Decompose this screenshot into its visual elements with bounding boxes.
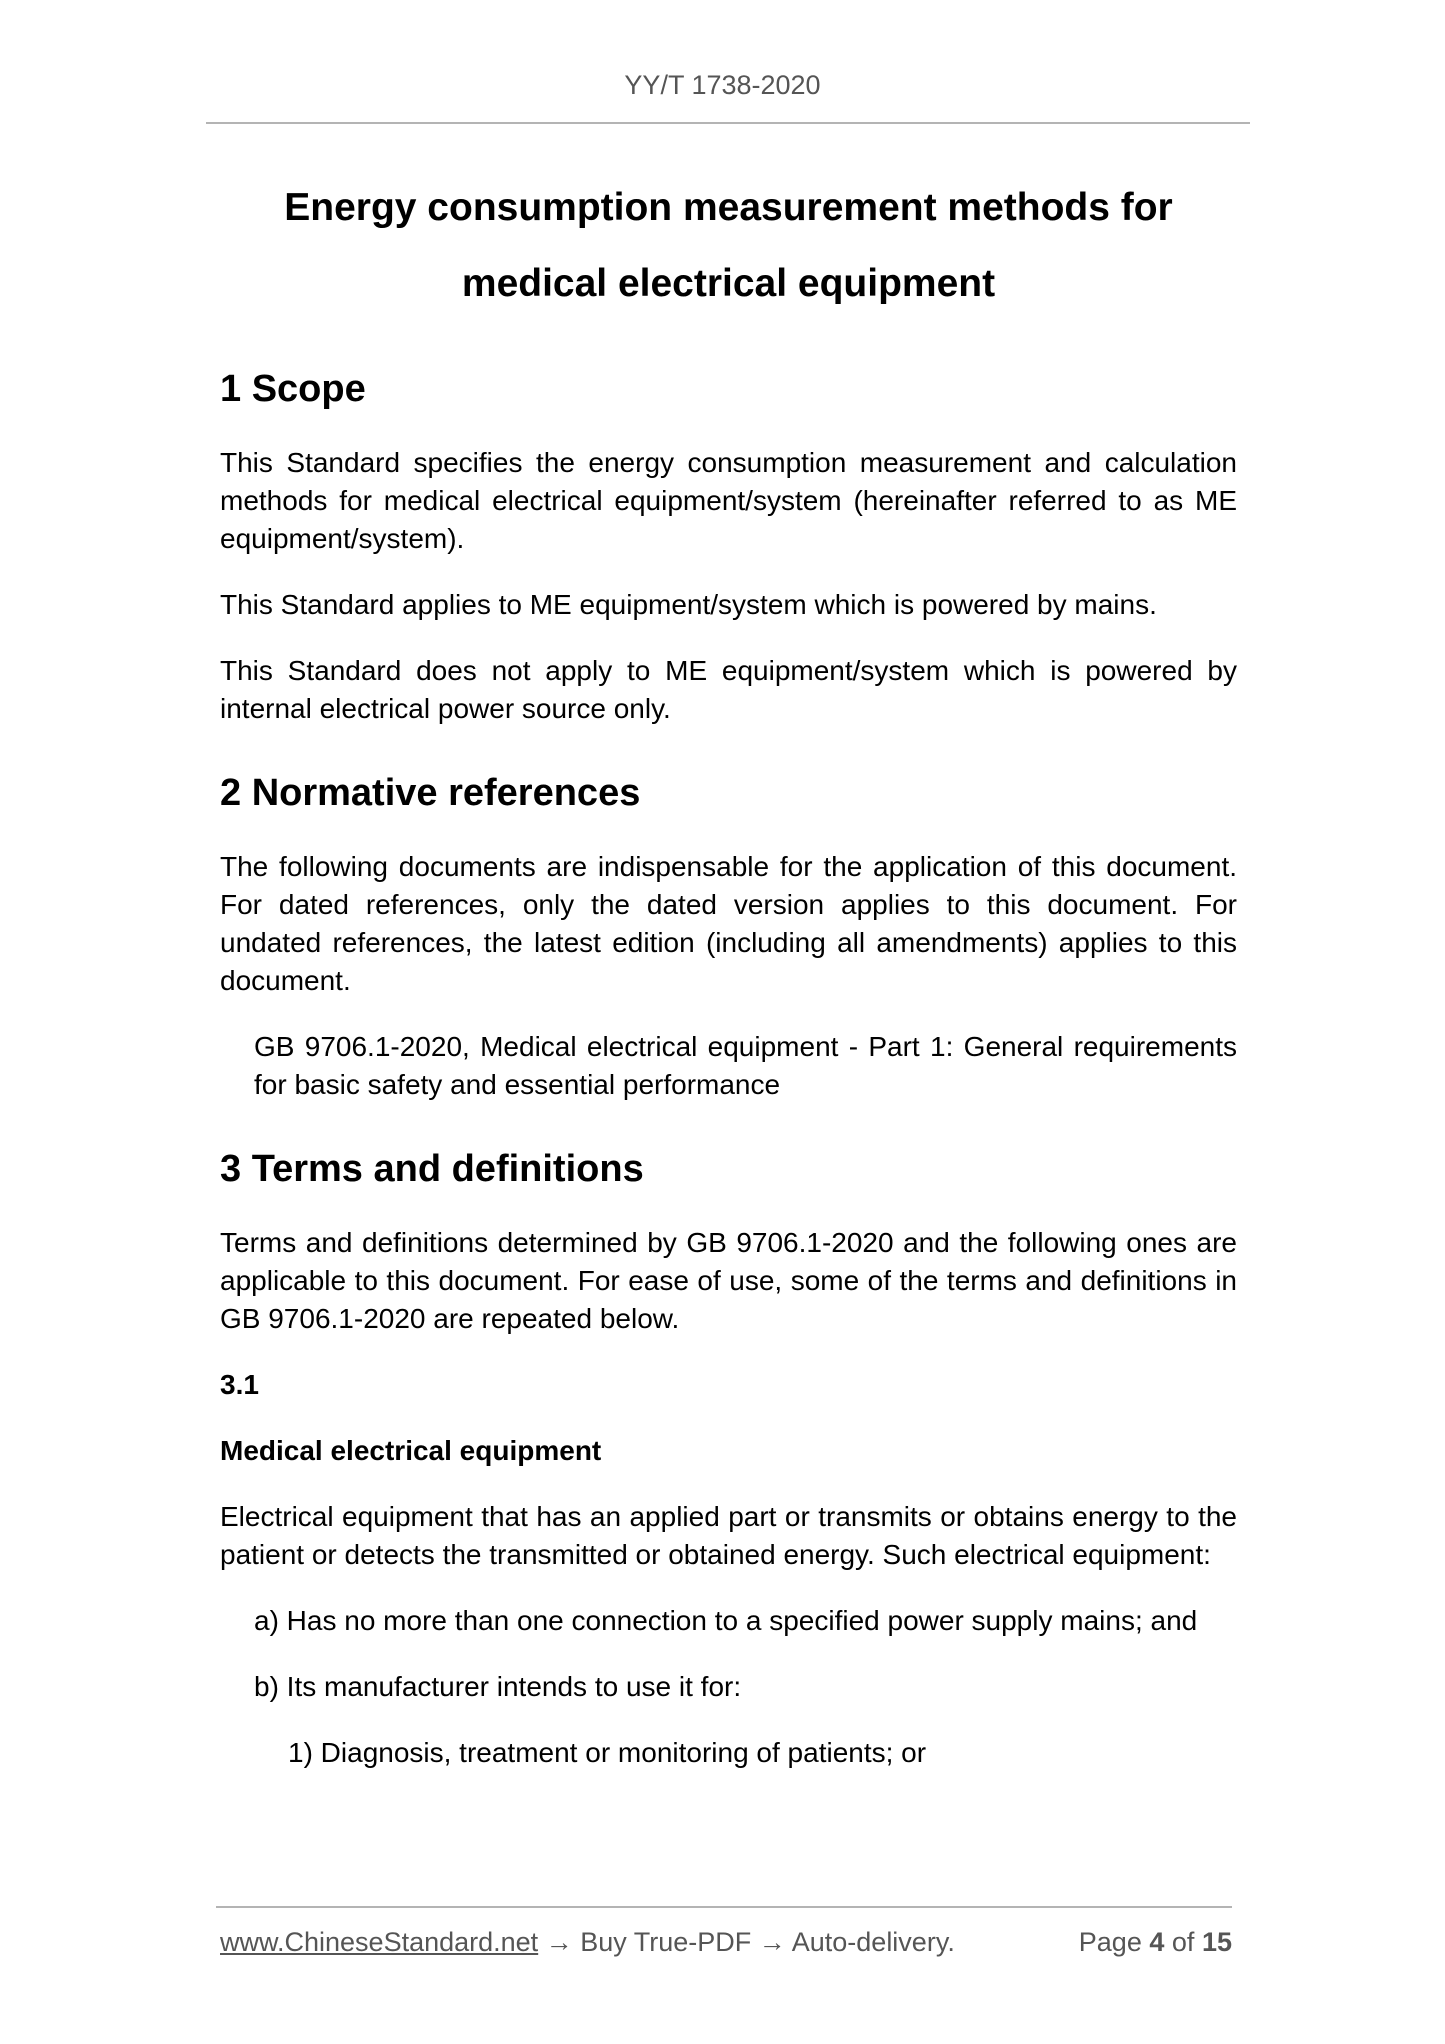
list-item-a: a) Has no more than one connection to a specified power supply mains; and — [254, 1605, 1198, 1636]
normative-reference-item: GB 9706.1-2020, Medical electrical equipment - Part 1: General requirements for basic safety and essential performance — [254, 1031, 1237, 1100]
footer-promo — [220, 1924, 955, 1960]
term-definition: Electrical equipment that has an applied part or transmits or obtains energy to the patient or detects the transmitted or obtained energy. Such electrical equipment: — [220, 1501, 1237, 1570]
page-content — [220, 160, 1237, 1772]
list-item-b1: 1) Diagnosis, treatment or monitoring of patients; or — [288, 1737, 927, 1768]
term-number: 3.1 — [220, 1369, 259, 1400]
scope-paragraph-2: This Standard applies to ME equipment/system which is powered by mains. — [220, 589, 1157, 620]
document-title — [220, 170, 1237, 322]
document-title-line2: medical electrical equipment — [461, 262, 996, 305]
list-item-b: b) Its manufacturer intends to use it for: — [254, 1671, 742, 1702]
section-heading-normative-references: 2 Normative references — [220, 772, 641, 814]
normative-paragraph-1: The following documents are indispensable for the application of this document. For dated references, only the dated version applies to this document. For undated references, the latest edition (including all amendments) applies to this document. — [220, 851, 1237, 996]
scope-paragraph-3: This Standard does not apply to ME equipment/system which is powered by internal electrical power source only. — [220, 655, 1237, 724]
section-heading-scope: 1 Scope — [220, 368, 366, 410]
header-divider — [206, 122, 1250, 124]
term-name: Medical electrical equipment — [220, 1435, 602, 1466]
terms-paragraph-1: Terms and definitions determined by GB 9706.1-2020 and the following ones are applicable to this document. For ease of use, some of the terms and definitions in GB 9706.1-2020 are repeated below. — [220, 1227, 1237, 1334]
section-heading-terms-definitions: 3 Terms and definitions — [220, 1148, 644, 1190]
document-title-line1: Energy consumption measurement methods for — [284, 186, 1173, 229]
current-page-number: 4 — [1149, 1927, 1165, 1957]
footer-promo-text: → Buy True-PDF → Auto-delivery. — [538, 1927, 955, 1957]
standard-code: YY/T 1738-2020 — [624, 70, 821, 100]
footer-website-link[interactable]: www.ChineseStandard.net — [220, 1927, 539, 1957]
page-of-label: of — [1171, 1927, 1195, 1957]
total-pages-number: 15 — [1201, 1927, 1232, 1957]
page-label: Page — [1078, 1927, 1142, 1957]
scope-paragraph-1: This Standard specifies the energy consumption measurement and calculation methods for medical electrical equipment/system (hereinafter referred to as ME equipment/system). — [220, 447, 1237, 554]
page-indicator — [1079, 1924, 1232, 1960]
footer-divider — [216, 1906, 1232, 1908]
